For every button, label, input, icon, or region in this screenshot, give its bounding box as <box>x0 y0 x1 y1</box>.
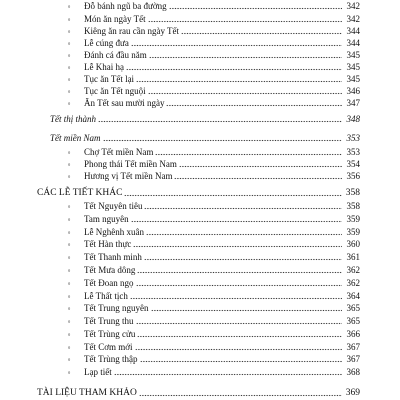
dot-leader <box>98 117 342 123</box>
toc-entry-title: Phong thái Tết miền Nam <box>84 159 177 169</box>
bullet-icon: ◦ <box>67 51 71 60</box>
toc-entry <box>65 85 360 97</box>
bullet-icon: ◦ <box>67 99 71 108</box>
dot-leader <box>114 370 342 376</box>
bullet-icon: ◦ <box>67 240 71 249</box>
toc-entry-title: Tục ăn Tết lại <box>84 74 135 84</box>
dot-leader <box>144 255 342 261</box>
bullet-icon: ◦ <box>67 355 71 364</box>
toc-subsection <box>50 132 360 144</box>
toc-entry <box>65 251 360 263</box>
toc-entry-page: 367 <box>346 354 360 364</box>
toc-section-title: CÁC LỄ TIẾT KHÁC <box>37 188 123 198</box>
toc-entry-page: 353 <box>346 147 360 157</box>
dot-leader <box>137 268 342 274</box>
bullet-icon: ◦ <box>67 63 71 72</box>
bullet-icon: ◦ <box>67 15 71 24</box>
toc-entry-page: 361 <box>346 252 360 262</box>
toc-entry-title: Tết Mưa dông <box>84 265 136 275</box>
toc-entry-page: 344 <box>346 38 360 48</box>
toc-entry-page: 342 <box>346 1 360 11</box>
toc-entry-title: Tết Trung thu <box>84 316 134 326</box>
toc-entry <box>65 328 360 340</box>
toc-entry <box>65 73 360 85</box>
dot-leader <box>136 77 342 83</box>
bullet-icon: ◦ <box>67 160 71 169</box>
toc-entry-title: Đỗ bánh ngũ ba đường <box>84 1 167 11</box>
dot-leader <box>151 306 342 312</box>
toc-entry-title: Tết Hàn thực <box>84 239 132 249</box>
toc-entry-page: 368 <box>346 367 360 377</box>
toc-entry-title: Món ăn ngày Tết <box>84 14 146 24</box>
toc-entry-page: 345 <box>346 74 360 84</box>
dot-leader <box>174 174 342 180</box>
toc-entry-page: 365 <box>346 316 360 326</box>
toc-entry <box>65 341 360 353</box>
toc-entry <box>65 302 360 314</box>
toc-subsection-page: 353 <box>346 133 360 143</box>
dot-leader <box>131 41 342 47</box>
dot-leader <box>148 17 342 23</box>
dot-leader <box>140 357 342 363</box>
toc-entry-page: 345 <box>346 62 360 72</box>
toc-entry-page: 358 <box>346 201 360 211</box>
bullet-icon: ◦ <box>67 279 71 288</box>
toc-entry-title: Tết Thanh minh <box>84 252 142 262</box>
toc-entry <box>65 213 360 225</box>
toc-entry-page: 356 <box>346 171 360 181</box>
bullet-icon: ◦ <box>67 75 71 84</box>
toc-entry <box>65 0 360 12</box>
toc-entry-page: 362 <box>346 265 360 275</box>
toc-entry-title: Tết Cơm mới <box>84 342 133 352</box>
toc-section-title: TÀI LIỆU THAM KHẢO <box>37 388 137 398</box>
dot-leader <box>136 281 343 287</box>
dot-leader <box>166 101 342 107</box>
dot-leader <box>169 4 342 10</box>
toc-entry-page: 366 <box>346 329 360 339</box>
dot-leader <box>155 150 342 156</box>
toc-entry-page: 365 <box>346 303 360 313</box>
dot-leader <box>131 217 342 223</box>
toc-entry <box>65 61 360 73</box>
toc-subsection-title: Tết miền Nam <box>50 133 101 143</box>
toc-entry-title: Lễ Thất tịch <box>84 291 128 301</box>
toc-entry <box>65 366 360 378</box>
dot-leader <box>144 204 342 210</box>
bullet-icon: ◦ <box>67 368 71 377</box>
dot-leader <box>148 89 342 95</box>
dot-leader <box>136 319 342 325</box>
toc-entry-title: Tết Đoan ngọ <box>84 278 134 288</box>
bullet-icon: ◦ <box>67 343 71 352</box>
toc-subsection-page: 348 <box>346 114 360 124</box>
toc-entry-title: Chợ Tết miền Nam <box>84 147 154 157</box>
toc-entry-title: Hương vị Tết miền Nam <box>84 171 173 181</box>
toc-entry-page: 345 <box>346 50 360 60</box>
toc-entry-title: Lễ Nghênh xuân <box>84 227 144 237</box>
toc-entry-title: Tục ăn Tết nguội <box>84 86 146 96</box>
toc-entry <box>65 226 360 238</box>
toc-entry-title: Lễ Khai hạ <box>84 62 124 72</box>
bullet-icon: ◦ <box>67 39 71 48</box>
bullet-icon: ◦ <box>67 27 71 36</box>
toc-entry-page: 364 <box>346 291 360 301</box>
toc-entry <box>65 200 360 212</box>
dot-leader <box>126 65 342 71</box>
toc-entry <box>65 13 360 25</box>
toc-entry-page: 344 <box>346 26 360 36</box>
toc-section-page: 369 <box>345 388 360 398</box>
bullet-icon: ◦ <box>67 202 71 211</box>
toc-section <box>37 387 360 399</box>
toc-entry-page: 362 <box>346 278 360 288</box>
bullet-icon: ◦ <box>67 304 71 313</box>
bullet-icon: ◦ <box>67 228 71 237</box>
toc-entry <box>65 25 360 37</box>
toc-entry-title: Lễ cúng đưa <box>84 38 129 48</box>
bullet-icon: ◦ <box>67 253 71 262</box>
toc-entry-title: Tết Nguyên tiêu <box>84 201 143 211</box>
dot-leader <box>135 345 342 351</box>
bullet-icon: ◦ <box>67 87 71 96</box>
dot-leader <box>103 136 343 142</box>
toc-section-page: 358 <box>345 188 360 198</box>
bullet-icon: ◦ <box>67 317 71 326</box>
dot-leader <box>133 242 342 248</box>
toc-entry <box>65 290 360 302</box>
toc-entry-title: Tết Trung nguyên <box>84 303 149 313</box>
toc-entry <box>65 158 360 170</box>
toc-entry-page: 367 <box>346 342 360 352</box>
dot-leader <box>124 191 342 197</box>
dot-leader <box>146 230 342 236</box>
dot-leader <box>179 162 342 168</box>
toc-entry <box>65 315 360 327</box>
toc-entry <box>65 146 360 158</box>
dot-leader <box>139 391 342 397</box>
toc-entry <box>65 264 360 276</box>
toc-entry <box>65 49 360 61</box>
bullet-icon: ◦ <box>67 215 71 224</box>
toc-section <box>37 187 360 199</box>
toc-entry <box>65 97 360 109</box>
toc-entry-title: Đánh cá đầu năm <box>84 50 147 60</box>
bullet-icon: ◦ <box>67 292 71 301</box>
toc-entry-title: Tết Trùng cửu <box>84 329 136 339</box>
toc-subsection-title: Tết thị thành <box>50 114 97 124</box>
bullet-icon: ◦ <box>67 266 71 275</box>
bullet-icon: ◦ <box>67 330 71 339</box>
bullet-icon: ◦ <box>67 2 71 11</box>
bullet-icon: ◦ <box>67 148 71 157</box>
toc-entry <box>65 238 360 250</box>
toc-entry-page: 347 <box>346 98 360 108</box>
toc-subsection <box>50 113 360 125</box>
toc-entry <box>65 353 360 365</box>
toc-entry-title: Kiêng ăn rau cần ngày Tết <box>84 26 180 36</box>
toc-entry <box>65 37 360 49</box>
toc-entry-page: 359 <box>346 214 360 224</box>
bullet-icon: ◦ <box>67 172 71 181</box>
toc-entry-page: 346 <box>346 86 360 96</box>
toc-entry-page: 360 <box>346 239 360 249</box>
dot-leader <box>149 53 342 59</box>
dot-leader <box>137 332 342 338</box>
toc-entry-title: Tết Trùng thập <box>84 354 138 364</box>
toc-entry-page: 342 <box>346 14 360 24</box>
toc-entry <box>65 277 360 289</box>
toc-entry <box>65 170 360 182</box>
toc-entry-page: 354 <box>346 159 360 169</box>
toc-entry-title: Ăn Tết sau mười ngày <box>84 98 165 108</box>
toc-entry-title: Tam nguyên <box>84 214 129 224</box>
toc-entry-page: 359 <box>346 227 360 237</box>
dot-leader <box>130 294 342 300</box>
toc-entry-title: Lạp tiết <box>84 367 112 377</box>
dot-leader <box>181 29 342 35</box>
